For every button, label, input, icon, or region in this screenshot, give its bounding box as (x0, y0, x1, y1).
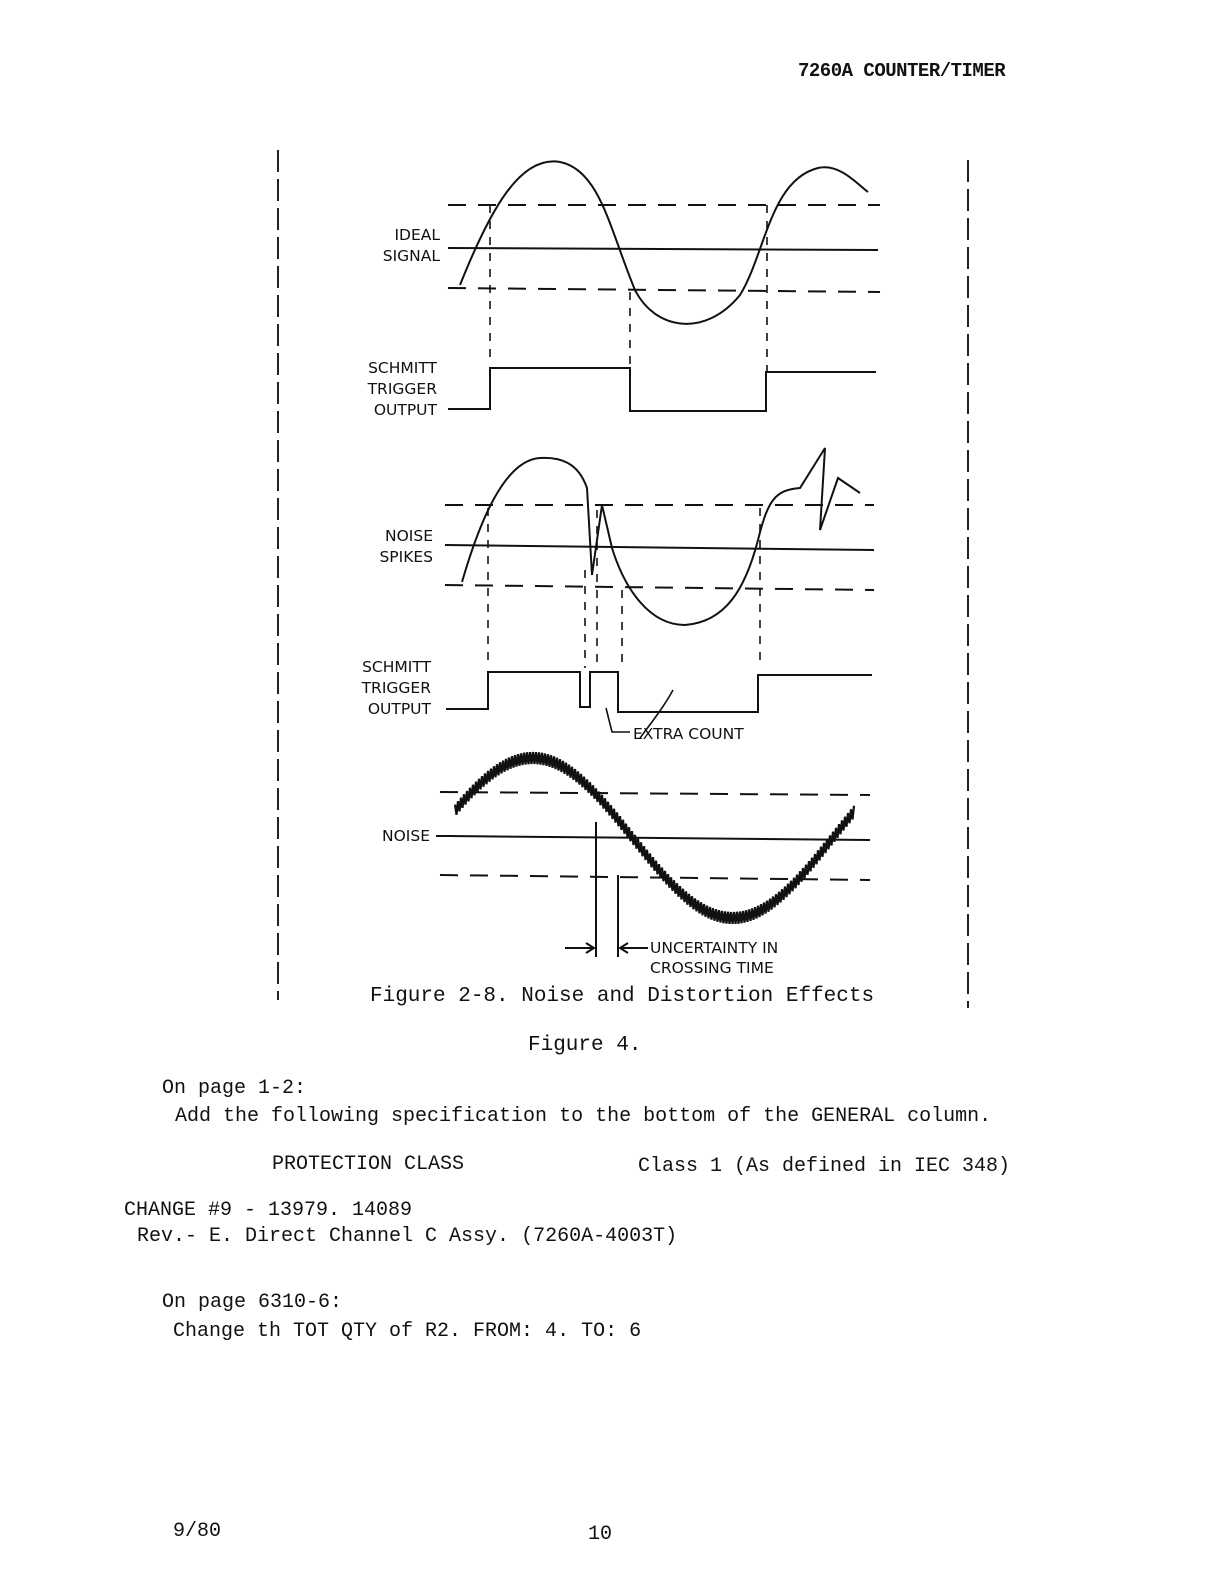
label-schmitt-2c: OUTPUT (367, 700, 431, 718)
label-extra-count: EXTRA COUNT (633, 725, 744, 743)
label-schmitt-2a: SCHMITT (362, 658, 431, 676)
ideal-signal-panel (448, 161, 880, 411)
change-title: CHANGE #9 - 13979. 14089 (124, 1199, 413, 1222)
figure-caption: Figure 2-8. Noise and Distortion Effects (370, 985, 875, 1008)
noise-panel (440, 752, 870, 957)
label-uncertainty-b: CROSSING TIME (650, 959, 774, 977)
label-schmitt-1c: OUTPUT (373, 401, 437, 419)
change-rev: Rev.- E. Direct Channel C Assy. (7260A-4003T) (137, 1225, 678, 1248)
label-ideal: IDEAL (394, 226, 440, 244)
spec-name: PROTECTION CLASS (272, 1153, 465, 1176)
noise-spikes-wave (462, 448, 860, 625)
uncertainty-left-arrow (565, 943, 594, 953)
page-header-title: 7260A COUNTER/TIMER (798, 60, 1006, 82)
noise-spikes-panel (445, 448, 874, 738)
ideal-center-line (448, 248, 878, 250)
section1-instruction: Add the following specification to the bottom of the GENERAL column. (175, 1105, 992, 1128)
ideal-lower-threshold (448, 288, 880, 292)
spikes-center-line (445, 545, 874, 550)
spec-value: Class 1 (As defined in IEC 348) (638, 1155, 1011, 1178)
section2-page-ref: On page 6310-6: (162, 1291, 343, 1314)
section1-page-ref: On page 1-2: (162, 1077, 307, 1100)
footer-date: 9/80 (173, 1520, 222, 1543)
label-schmitt-1b: TRIGGER (367, 380, 437, 398)
uncertainty-right-arrow (620, 943, 648, 953)
noise-upper-threshold (440, 792, 870, 795)
noise-center-line (448, 836, 870, 840)
footer-page-number: 10 (588, 1523, 613, 1546)
spikes-lower-threshold (445, 585, 874, 590)
label-noise-spikes-b: SPIKES (379, 548, 433, 566)
label-schmitt-1a: SCHMITT (368, 359, 437, 377)
label-signal: SIGNAL (382, 247, 440, 265)
label-noise-spikes-a: NOISE (385, 527, 433, 545)
schmitt-output-2-waveform (446, 672, 872, 712)
label-noise: NOISE (382, 827, 430, 845)
figure-subcaption: Figure 4. (528, 1034, 642, 1057)
section2-instruction: Change th TOT QTY of R2. FROM: 4. TO: 6 (173, 1320, 642, 1343)
ideal-sine-wave (460, 161, 868, 323)
label-uncertainty-a: UNCERTAINTY IN (650, 939, 779, 957)
label-schmitt-2b: TRIGGER (361, 679, 431, 697)
schmitt-output-1-waveform (448, 368, 876, 411)
